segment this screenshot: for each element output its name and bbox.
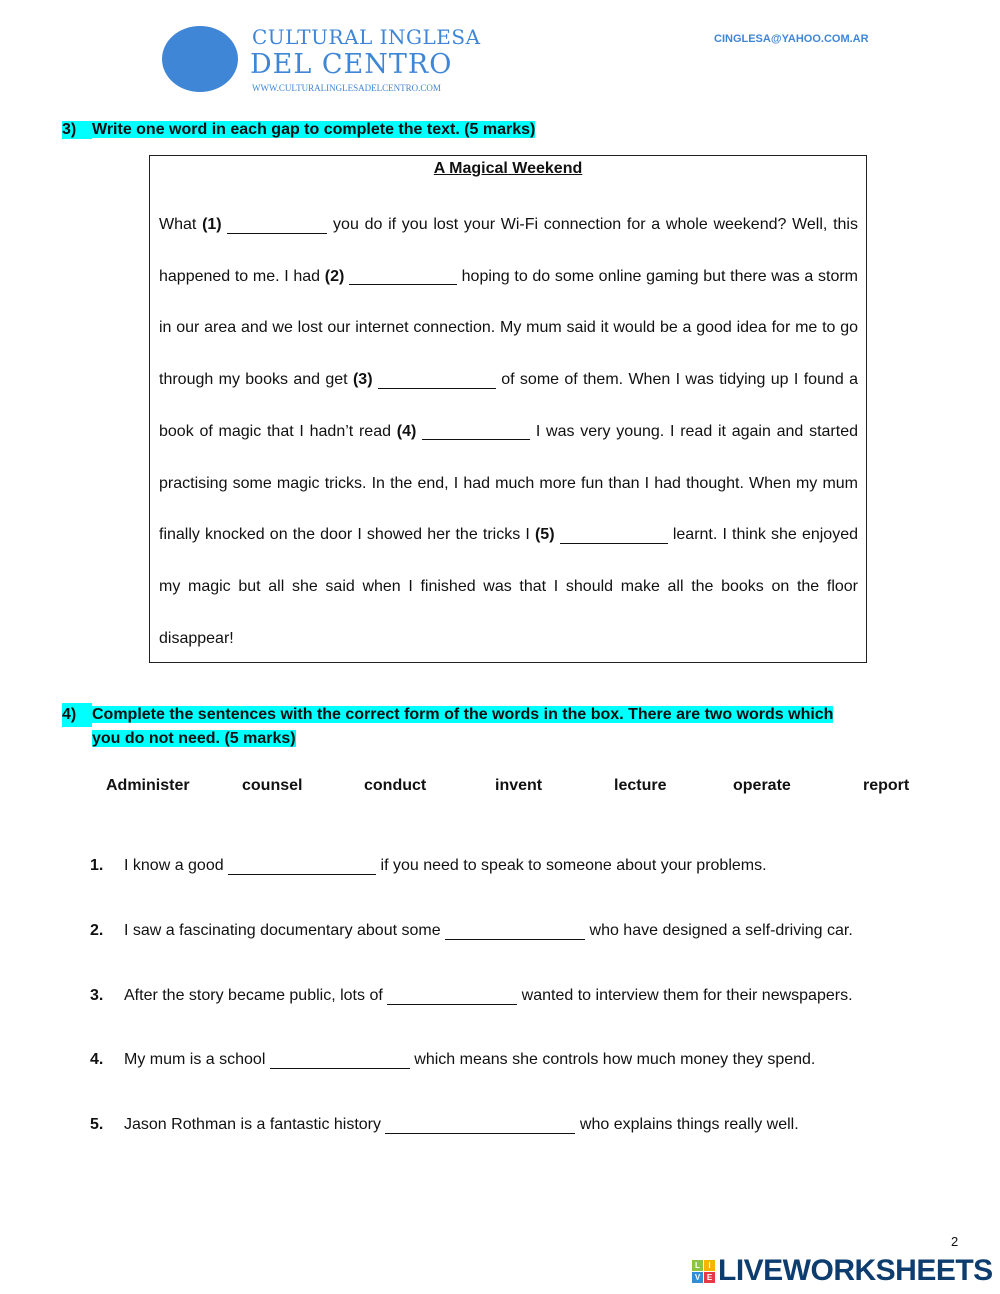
section4-number: 4) [62, 703, 92, 727]
liveworksheets-logo [692, 1254, 993, 1288]
sentence-text: I know a good [124, 857, 229, 874]
live-badge-icon [692, 1260, 715, 1283]
gap-label: (4) [396, 422, 417, 440]
sentence-number: 4. [90, 1051, 104, 1068]
section3-instruction: Write one word in each gap to complete the text. (5 marks) [92, 121, 536, 138]
brand-name: LIVEWORKSHEETS [718, 1254, 993, 1287]
section4-heading [62, 703, 942, 751]
sentence-2-input[interactable] [445, 923, 585, 940]
sentence-1 [90, 857, 767, 875]
gap-label: (3) [352, 371, 373, 389]
sentence-text: After the story became public, lots of [124, 987, 388, 1004]
word-item: lecture [614, 777, 667, 794]
sentence-text: if you need to speak to someone about your problems. [376, 857, 767, 874]
gap-label: (2) [324, 267, 345, 285]
gap-fill-text [159, 199, 858, 664]
logo-url: WWW.CULTURALINGLESADELCENTRO.COM [252, 83, 441, 93]
logo-line2: DEL CENTRO [250, 49, 453, 80]
sentence-number: 3. [90, 987, 104, 1004]
gap-4-input[interactable] [422, 423, 530, 440]
word-item: Administer [106, 777, 190, 794]
word-item: conduct [364, 777, 427, 794]
word-item: operate [733, 777, 791, 794]
text-box [149, 155, 867, 663]
sentence-text: wanted to interview them for their newspapers. [517, 987, 853, 1004]
section4-instruction-line1: Complete the sentences with the correct form of the words in the box. There are two words which [92, 706, 834, 723]
section3-number: 3) [62, 121, 92, 139]
word-item: invent [495, 777, 543, 794]
sentence-text: My mum is a school [124, 1051, 270, 1068]
sentence-number: 1. [90, 857, 104, 874]
text-segment: hoping to do some online gaming but there was a storm in our area and we lost our internet connection. My mum said it would be a good idea for me to go through my books and get [159, 267, 858, 389]
sentence-text: which means she controls how much money they spend. [409, 1051, 816, 1068]
gap-5-input[interactable] [560, 527, 668, 544]
sentence-text: who explains things really well. [575, 1116, 799, 1133]
sentence-number: 2. [90, 922, 104, 939]
gap-2-input[interactable] [349, 268, 457, 285]
logo-line1: CULTURAL INGLESA [252, 25, 481, 49]
sentence-text: I saw a fascinating documentary about some [124, 922, 446, 939]
sentence-1-input[interactable] [228, 858, 376, 875]
sentence-3-input[interactable] [387, 988, 517, 1005]
sentence-2 [90, 922, 853, 940]
gap-label: (5) [534, 526, 555, 544]
sentence-5-input[interactable] [385, 1117, 575, 1134]
sentence-5 [90, 1116, 799, 1134]
word-item: report [863, 777, 910, 794]
globe-icon [162, 26, 238, 92]
text-segment: I was very young. I read it again and started practising some magic tricks. In the end, I had much more fun than I had thought. When my mum finally knocked on the door I showed her the tricks I [159, 422, 859, 544]
badge-letter: V [692, 1272, 703, 1283]
word-item: counsel [242, 777, 303, 794]
sentence-4-input[interactable] [270, 1052, 410, 1069]
sentence-text: who have designed a self-driving car. [585, 922, 853, 939]
badge-letter: E [704, 1272, 715, 1283]
school-logo [162, 26, 492, 98]
badge-letter: I [704, 1260, 715, 1271]
text-segment: you do if you lost your Wi-Fi connection for a whole weekend? Well, this happened to me. I had [159, 216, 858, 285]
sentence-text: Jason Rothman is a fantastic history [124, 1116, 386, 1133]
section4-instruction-line2: you do not need. (5 marks) [92, 730, 296, 747]
gap-label: (1) [202, 216, 222, 233]
gap-1-input[interactable] [227, 217, 327, 234]
text-segment: of some of them. When I was tidying up I found a book of magic that I hadn’t read [159, 371, 859, 440]
contact-email: CINGLESA@YAHOO.COM.AR [714, 33, 869, 45]
text-segment: What [159, 216, 203, 233]
text-segment: learnt. I think she enjoyed my magic but all she said when I finished was that I should make all the books on the floor disappear! [159, 526, 858, 647]
sentence-4 [90, 1051, 815, 1069]
sentence-3 [90, 987, 853, 1005]
gap-3-input[interactable] [378, 372, 496, 389]
sentence-number: 5. [90, 1116, 104, 1133]
section3-heading [62, 121, 535, 139]
page-number: 2 [951, 1234, 959, 1249]
badge-letter: L [692, 1260, 703, 1271]
text-title: A Magical Weekend [433, 160, 583, 177]
